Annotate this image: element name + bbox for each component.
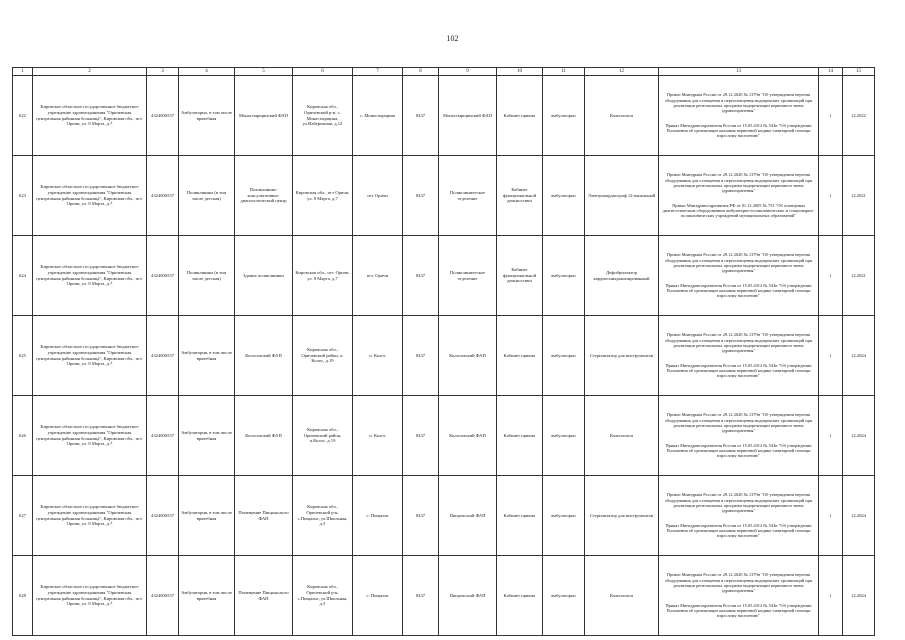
equipment-cell: Стерилизатор для инструментов xyxy=(585,316,659,396)
quantity-cell: 1 xyxy=(819,156,843,236)
unit-cell: Колосовский ФАП xyxy=(235,396,293,476)
inn-cell: 4324000537 xyxy=(147,396,179,476)
room-cell: Кабинет приема xyxy=(497,396,543,476)
mode-cell: амбулаторно xyxy=(543,316,585,396)
header-cell: 14 xyxy=(819,68,843,76)
header-cell: 9 xyxy=(439,68,497,76)
header-cell: 10 xyxy=(497,68,543,76)
room-cell: Кабинет приема xyxy=(497,76,543,156)
department-cell: Поликлиническое отделение xyxy=(439,156,497,236)
address-cell: Кировская обл., Оричевский район, п. Колос, д.19 xyxy=(293,316,353,396)
room-cell: Кабинет приема xyxy=(497,556,543,636)
code-cell: 8437 xyxy=(403,76,439,156)
table-row xyxy=(13,316,875,396)
address-cell: Кировская обл., Оричевский р-н, с. Монастырщина, ул.Набережная, д.12 xyxy=(293,76,353,156)
regulation-cell xyxy=(659,156,819,236)
organization-cell: Кировское областное государственное бюджетное учреждение здравоохранения "Оричевская центральная районная больница", Кировская обл., пгт. Оричи, ул. 8 Марта, д.7 xyxy=(33,396,147,476)
equipment-cell: Кольпоскоп xyxy=(585,556,659,636)
header-cell: 3 xyxy=(147,68,179,76)
inn-cell: 4324000537 xyxy=(147,76,179,156)
header-cell: 12 xyxy=(585,68,659,76)
regulation-order-1379n: Приказ Минздрава России от 28.12.2020 № 1379н "Об утверждении перечня оборудования для оснащения и переоснащения медицинских организаций при реализации региональных программ модернизации первичного звена здравоохранения" xyxy=(664,252,813,274)
regulation-order-secondary: Приказ Минздравсоцразвития России от 15.05.2012 № 543н "Об утверждении Положения об организации оказания первичной медико-санитарной помощи взрослому населению" xyxy=(665,122,812,139)
room-cell: Кабинет приема xyxy=(497,316,543,396)
regulation-order-1379n: Приказ Минздрава России от 28.12.2020 № 1379н "Об утверждении перечня оборудования для оснащения и переоснащения медицинских организаций при реализации региональных программ модернизации первичного звена здравоохранения" xyxy=(664,572,813,594)
regulation-order-secondary: Приказ Минздравсоцразвития России от 15.05.2012 № 543н "Об утверждении Положения об организации оказания первичной медико-санитарной помощи взрослому населению" xyxy=(665,362,812,379)
regulation-cell xyxy=(659,476,819,556)
table-row xyxy=(13,476,875,556)
care-type-cell: Поликлиника (в том числе детская) xyxy=(179,236,235,316)
table-row xyxy=(13,236,875,316)
table-row xyxy=(13,396,875,476)
address-cell: Кировская обл., Оричевский район, п.Колос, д.19 xyxy=(293,396,353,476)
department-cell: Колосовский ФАП xyxy=(439,316,497,396)
address-cell: Кировская обл., пгт Оричи, ул. 8 Марта, д.7 xyxy=(293,156,353,236)
header-cell: 4 xyxy=(179,68,235,76)
date-cell: 12.2024 xyxy=(843,556,875,636)
page-number: 102 xyxy=(446,34,459,43)
code-cell: 8437 xyxy=(403,316,439,396)
regulation-order-secondary: Приказ Минздравсоцразвития России от 15.05.2012 № 543н "Об утверждении Положения об организации оказания первичной медико-санитарной помощи взрослому населению" xyxy=(665,602,812,619)
unit-cell: Поликлинико-консультативно-диагностический центр xyxy=(235,156,293,236)
header-cell: 15 xyxy=(843,68,875,76)
table-row xyxy=(13,556,875,636)
inn-cell: 4324000537 xyxy=(147,236,179,316)
date-cell: 12.2024 xyxy=(843,396,875,476)
inn-cell: 4324000537 xyxy=(147,316,179,396)
table-row xyxy=(13,156,875,236)
date-cell: 12.2021 xyxy=(843,236,875,316)
inn-cell: 4324000537 xyxy=(147,156,179,236)
unit-cell: Помещение Пищальского ФАП xyxy=(235,476,293,556)
locality-cell: с. Пищалье xyxy=(353,476,403,556)
care-type-cell: Поликлиника (в том числе детская) xyxy=(179,156,235,236)
regulation-order-secondary: Приказ Минздравсоцразвития России от 15.05.2012 № 543н "Об утверждении Положения об организации оказания первичной медико-санитарной помощи взрослому населению" xyxy=(665,442,812,459)
care-type-cell: Амбулаторно, в том числе врачебная xyxy=(179,76,235,156)
mode-cell: амбулаторно xyxy=(543,556,585,636)
header-cell: 13 xyxy=(659,68,819,76)
header-cell: 7 xyxy=(353,68,403,76)
locality-cell: п. Колос xyxy=(353,316,403,396)
address-cell: Кировская обл., пгт. Оричи, ул. 8 Марта, д.7 xyxy=(293,236,353,316)
code-cell: 8437 xyxy=(403,476,439,556)
mode-cell: амбулаторно xyxy=(543,476,585,556)
organization-cell: Кировское областное государственное бюджетное учреждение здравоохранения "Оричевская центральная районная больница", Кировская обл., пгт. Оричи, ул. 8 Марта, д.7 xyxy=(33,476,147,556)
room-cell: Кабинет приема xyxy=(497,476,543,556)
row-number-cell: 624 xyxy=(13,236,33,316)
organization-cell: Кировское областное государственное бюджетное учреждение здравоохранения "Оричевская центральная районная больница", Кировская обл., пгт. Оричи, ул. 8 Марта, д.7 xyxy=(33,316,147,396)
equipment-table xyxy=(12,67,875,636)
department-cell: Поликлиническое отделение xyxy=(439,236,497,316)
equipment-cell: Кольпоскоп xyxy=(585,396,659,476)
regulation-order-1379n: Приказ Минздрава России от 28.12.2020 № 1379н "Об утверждении перечня оборудования для оснащения и переоснащения медицинских организаций при реализации региональных программ модернизации первичного звена здравоохранения" xyxy=(664,332,813,354)
quantity-cell: 1 xyxy=(819,236,843,316)
inn-cell: 4324000537 xyxy=(147,556,179,636)
code-cell: 8437 xyxy=(403,156,439,236)
organization-cell: Кировское областное государственное бюджетное учреждение здравоохранения "Оричевская центральная районная больница", Кировская обл., пгт. Оричи, ул. 8 Марта, д.7 xyxy=(33,156,147,236)
row-number-cell: 622 xyxy=(13,76,33,156)
table-row xyxy=(13,76,875,156)
date-cell: 12.2021 xyxy=(843,156,875,236)
quantity-cell: 1 xyxy=(819,556,843,636)
address-cell: Кировская обл., Оричевский р-н, с.Пищалье, ул.Школьная, д.5 xyxy=(293,476,353,556)
header-row xyxy=(13,68,875,76)
code-cell: 8437 xyxy=(403,556,439,636)
mode-cell: амбулаторно xyxy=(543,76,585,156)
mode-cell: амбулаторно xyxy=(543,396,585,476)
header-cell: 5 xyxy=(235,68,293,76)
date-cell: 12.2024 xyxy=(843,316,875,396)
quantity-cell: 1 xyxy=(819,76,843,156)
quantity-cell: 1 xyxy=(819,316,843,396)
unit-cell: Здание поликлиники xyxy=(235,236,293,316)
organization-cell: Кировское областное государственное бюджетное учреждение здравоохранения "Оричевская центральная районная больница", Кировская обл., пгт. Оричи, ул. 8 Марта, д.7 xyxy=(33,236,147,316)
header-cell: 1 xyxy=(13,68,33,76)
code-cell: 8437 xyxy=(403,396,439,476)
header-cell: 8 xyxy=(403,68,439,76)
mode-cell: амбулаторно xyxy=(543,236,585,316)
department-cell: Пищальский ФАП xyxy=(439,476,497,556)
equipment-cell: Кольпоскоп xyxy=(585,76,659,156)
regulation-cell xyxy=(659,316,819,396)
equipment-cell: Дефибриллятор кардиосинхронизированный xyxy=(585,236,659,316)
date-cell: 12.2022 xyxy=(843,76,875,156)
department-cell: Колосовский ФАП xyxy=(439,396,497,476)
equipment-cell: Стерилизатор для инструментов xyxy=(585,476,659,556)
row-number-cell: 627 xyxy=(13,476,33,556)
regulation-cell xyxy=(659,556,819,636)
unit-cell: Колосовский ФАП xyxy=(235,316,293,396)
regulation-order-1379n: Приказ Минздрава России от 28.12.2020 № 1379н "Об утверждении перечня оборудования для оснащения и переоснащения медицинских организаций при реализации региональных программ модернизации первичного звена здравоохранения" xyxy=(664,172,813,194)
header-cell: 2 xyxy=(33,68,147,76)
room-cell: Кабинет функциональной диагностики xyxy=(497,156,543,236)
regulation-cell xyxy=(659,396,819,476)
quantity-cell: 1 xyxy=(819,396,843,476)
unit-cell: Монастырщинский ФАП xyxy=(235,76,293,156)
room-cell: Кабинет функциональной диагностики xyxy=(497,236,543,316)
regulation-order-1379n: Приказ Минздрава России от 28.12.2020 № 1379н "Об утверждении перечня оборудования для оснащения и переоснащения медицинских организаций при реализации региональных программ модернизации первичного звена здравоохранения" xyxy=(664,492,813,514)
regulation-cell xyxy=(659,76,819,156)
header-cell: 11 xyxy=(543,68,585,76)
care-type-cell: Амбулатория, в том числе врачебная xyxy=(179,316,235,396)
organization-cell: Кировское областное государственное бюджетное учреждение здравоохранения "Оричевская центральная районная больница", Кировская обл., пгт. Оричи, ул. 8 Марта, д.7 xyxy=(33,76,147,156)
care-type-cell: Амбулатория, в том числе врачебная xyxy=(179,556,235,636)
inn-cell: 4324000537 xyxy=(147,476,179,556)
care-type-cell: Амбулатория, в том числе врачебная xyxy=(179,396,235,476)
locality-cell: с. Монастырщина xyxy=(353,76,403,156)
code-cell: 8437 xyxy=(403,236,439,316)
locality-cell: с. Пищалье xyxy=(353,556,403,636)
care-type-cell: Амбулатория, в том числе врачебная xyxy=(179,476,235,556)
address-cell: Кировская обл., Оричевский р-н, с.Пищалье, ул.Школьная, д.5 xyxy=(293,556,353,636)
organization-cell: Кировское областное государственное бюджетное учреждение здравоохранения "Оричевская центральная районная больница", Кировская обл., пгт. Оричи, ул. 8 Марта, д.7 xyxy=(33,556,147,636)
department-cell: Пищальский ФАП xyxy=(439,556,497,636)
department-cell: Монастырщинский ФАП xyxy=(439,76,497,156)
locality-cell: пгт. Оричи xyxy=(353,236,403,316)
equipment-cell: Электрокардиограф 12-канальный xyxy=(585,156,659,236)
locality-cell: пгт Оричи xyxy=(353,156,403,236)
date-cell: 12.2024 xyxy=(843,476,875,556)
regulation-order-1379n: Приказ Минздрава России от 28.12.2020 № 1379н "Об утверждении перечня оборудования для оснащения и переоснащения медицинских организаций при реализации региональных программ модернизации первичного звена здравоохранения" xyxy=(664,92,813,114)
regulation-order-1379n: Приказ Минздрава России от 28.12.2020 № 1379н "Об утверждении перечня оборудования для оснащения и переоснащения медицинских организаций при реализации региональных программ модернизации первичного звена здравоохранения" xyxy=(664,412,813,434)
row-number-cell: 625 xyxy=(13,316,33,396)
mode-cell: амбулаторно xyxy=(543,156,585,236)
regulation-cell xyxy=(659,236,819,316)
header-cell: 6 xyxy=(293,68,353,76)
quantity-cell: 1 xyxy=(819,476,843,556)
unit-cell: Помещение Пищальского ФАП xyxy=(235,556,293,636)
regulation-order-secondary: Приказ Минздравсоцразвития РФ от 01.12.2005 № 753 "Об оснащении диагностическим оборудованием амбулаторно-поликлинических и стационарно-поликлинических учреждений муниципальных образований" xyxy=(662,202,815,219)
locality-cell: п. Колос xyxy=(353,396,403,476)
row-number-cell: 626 xyxy=(13,396,33,476)
regulation-order-secondary: Приказ Минздравсоцразвития России от 15.05.2012 № 543н "Об утверждении Положения об организации оказания первичной медико-санитарной помощи взрослому населению" xyxy=(665,282,812,299)
row-number-cell: 623 xyxy=(13,156,33,236)
row-number-cell: 628 xyxy=(13,556,33,636)
regulation-order-secondary: Приказ Минздравсоцразвития России от 15.05.2012 № 543н "Об утверждении Положения об организации оказания первичной медико-санитарной помощи взрослому населению" xyxy=(665,522,812,539)
